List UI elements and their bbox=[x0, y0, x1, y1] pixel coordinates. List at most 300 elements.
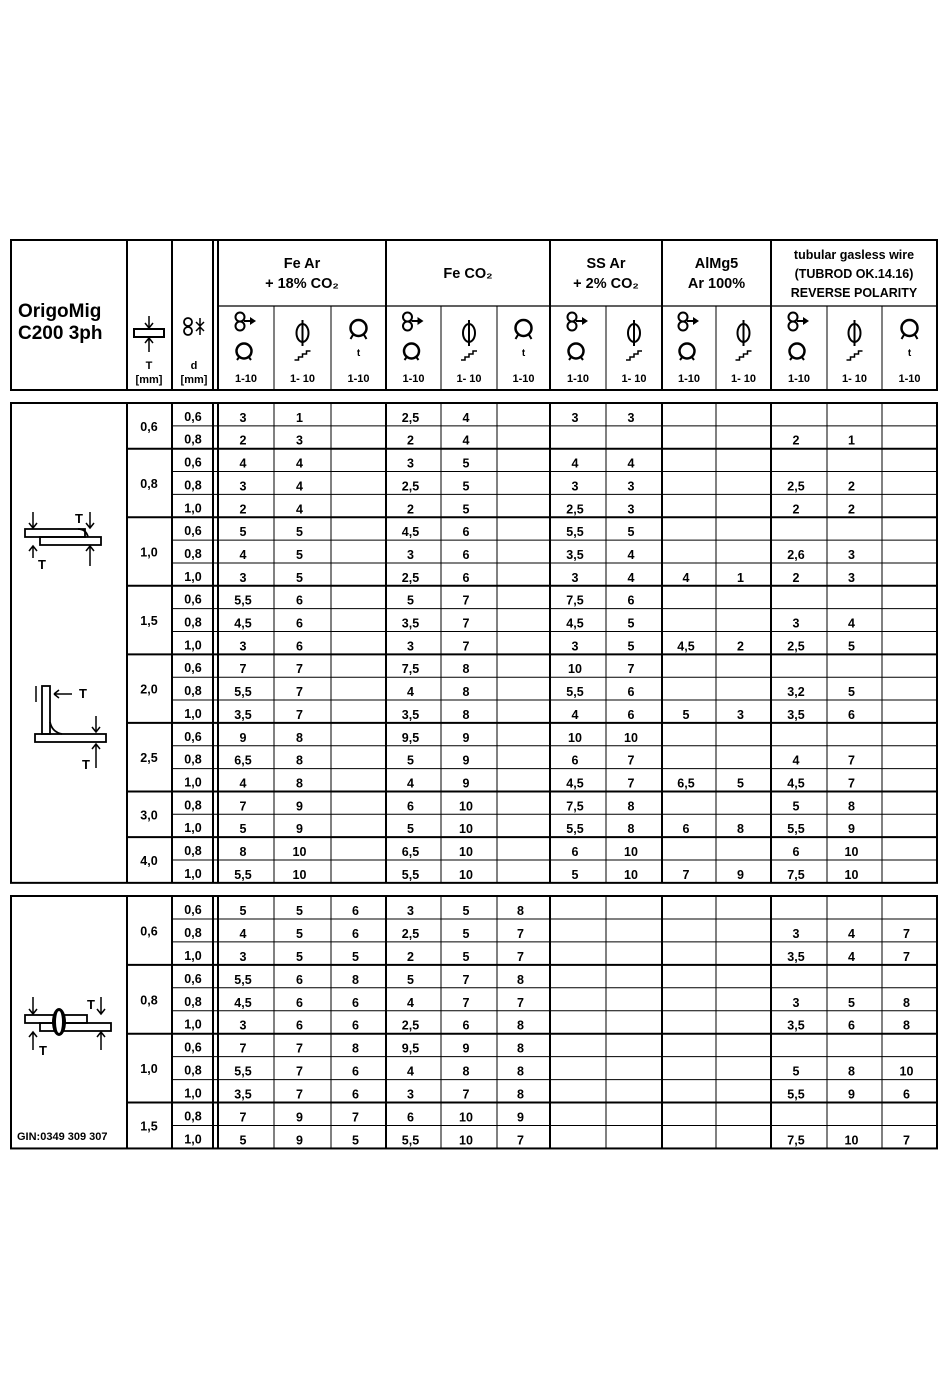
setting-cell: 7 bbox=[352, 1110, 359, 1125]
thickness-label: T bbox=[82, 757, 90, 772]
setting-cell: 7,5 bbox=[566, 593, 584, 608]
setting-cell: 4 bbox=[296, 479, 303, 494]
setting-cell: 3 bbox=[627, 479, 635, 494]
joint-drawings bbox=[25, 511, 111, 1058]
roller-icon bbox=[789, 313, 798, 322]
wire-diameter-cell: 0,8 bbox=[184, 844, 202, 858]
spot-time-icon bbox=[516, 320, 532, 359]
scale-label: 1-10 bbox=[234, 373, 258, 385]
setting-cell: 7,5 bbox=[566, 799, 584, 814]
setting-cell: 8 bbox=[296, 776, 303, 791]
setting-cell: 2 bbox=[239, 502, 247, 517]
setting-cell: 8 bbox=[627, 822, 635, 837]
diameter-arrows-icon bbox=[196, 318, 204, 335]
setting-cell: 3,5 bbox=[401, 616, 420, 631]
setting-cell: 10 bbox=[844, 845, 859, 859]
setting-cell: 2 bbox=[737, 639, 744, 654]
thickness-cell: 2,0 bbox=[140, 682, 158, 697]
setting-cell: 10 bbox=[624, 845, 638, 859]
setting-cell: 4 bbox=[462, 410, 470, 425]
setting-cell: 2,5 bbox=[566, 502, 584, 517]
wire-diameter-cell: 0,6 bbox=[184, 661, 202, 676]
wire-feed-icon bbox=[236, 313, 257, 361]
roller-icon bbox=[184, 327, 192, 335]
setting-cell: 3 bbox=[239, 479, 247, 494]
setting-cell: 8 bbox=[903, 1018, 910, 1033]
setting-cell: 10 bbox=[459, 799, 473, 814]
setting-cell: 6 bbox=[462, 1018, 470, 1033]
roller-icon bbox=[403, 313, 412, 322]
setting-cell: 3,2 bbox=[787, 685, 805, 700]
setting-cell: 5,5 bbox=[234, 593, 252, 608]
wire-diameter-cell: 1,0 bbox=[184, 866, 202, 881]
setting-cell: 2,5 bbox=[401, 410, 420, 425]
setting-cell: 5 bbox=[848, 995, 855, 1010]
setting-cell: 9 bbox=[462, 753, 470, 768]
setting-cell: 2,5 bbox=[401, 1018, 420, 1033]
setting-cell: 7 bbox=[296, 662, 303, 677]
setting-cell: 6 bbox=[407, 1110, 414, 1125]
setting-cell: 5 bbox=[462, 949, 470, 964]
setting-cell: 5 bbox=[462, 926, 470, 941]
setting-cell: 5 bbox=[296, 547, 303, 562]
setting-cell: 7 bbox=[903, 926, 910, 941]
voltage-icon bbox=[736, 320, 752, 360]
thickness-cell: 0,6 bbox=[140, 924, 158, 939]
setting-cell: 8 bbox=[848, 1064, 855, 1079]
setting-cell: 6 bbox=[682, 822, 690, 837]
setting-cell: 6 bbox=[352, 995, 359, 1010]
wire-diameter-cell: 0,8 bbox=[184, 684, 202, 699]
setting-cell: 3 bbox=[407, 547, 414, 562]
setting-cell: 2 bbox=[407, 502, 414, 517]
setting-cell: 5 bbox=[239, 525, 247, 540]
wire-diameter-cell: 1,0 bbox=[184, 706, 202, 721]
roller-icon bbox=[403, 322, 412, 331]
wire-diameter-cell: 0,6 bbox=[184, 455, 202, 470]
setting-cell: 6 bbox=[296, 972, 303, 987]
setting-cell: 10 bbox=[899, 1064, 914, 1079]
setting-cell: 4 bbox=[407, 685, 414, 700]
setting-cell: 5 bbox=[407, 972, 414, 987]
setting-cell: 7 bbox=[462, 972, 470, 987]
spot-weld-core-icon bbox=[56, 1011, 62, 1033]
setting-cell: 2 bbox=[792, 433, 800, 448]
setting-cell: 4 bbox=[627, 570, 635, 585]
setting-cell: 5 bbox=[571, 867, 579, 882]
wire-diameter-cell: 0,6 bbox=[184, 409, 202, 424]
setting-cell: 6 bbox=[627, 593, 635, 608]
wire-diameter-cell: 1,0 bbox=[184, 1017, 202, 1032]
setting-cell: 8 bbox=[352, 1041, 359, 1056]
setting-cell: 4,5 bbox=[234, 995, 252, 1010]
wire-diameter-cell: 0,6 bbox=[184, 1040, 202, 1055]
setting-cell: 5 bbox=[848, 685, 855, 700]
setting-cell: 7 bbox=[462, 1087, 470, 1102]
setting-cell: 6,5 bbox=[234, 753, 252, 768]
setting-cell: 7 bbox=[239, 799, 247, 814]
setting-cell: 3,5 bbox=[787, 949, 805, 964]
setting-cell: 4 bbox=[239, 776, 247, 791]
setting-cell: 8 bbox=[517, 1087, 524, 1102]
lower-plate-icon bbox=[40, 1023, 111, 1031]
setting-cell: 3 bbox=[296, 433, 303, 448]
setting-cell: 7 bbox=[517, 949, 524, 964]
roller-icon bbox=[236, 322, 245, 331]
setting-cell: 3,5 bbox=[401, 707, 420, 722]
setting-cell: 8 bbox=[462, 685, 470, 700]
setting-cell: 6 bbox=[296, 593, 303, 608]
setting-cell: 2,5 bbox=[787, 479, 805, 494]
wire-feed-icon bbox=[679, 313, 700, 361]
setting-cell: 2 bbox=[848, 479, 855, 494]
setting-cell: 10 bbox=[459, 867, 473, 882]
setting-cell: 5,5 bbox=[401, 1133, 420, 1148]
thickness-cell: 0,8 bbox=[140, 476, 158, 491]
setting-cell: 3 bbox=[792, 616, 800, 631]
setting-cell: 7 bbox=[517, 1133, 524, 1148]
setting-cell: 4 bbox=[848, 616, 855, 631]
setting-cell: 2 bbox=[239, 433, 247, 448]
voltage-icon bbox=[626, 320, 642, 360]
setting-cell: 8 bbox=[903, 995, 910, 1010]
wire-diameter-cell: 0,8 bbox=[184, 994, 202, 1009]
scale-label: 1- 10 bbox=[730, 373, 757, 385]
setting-cell: 5,5 bbox=[787, 822, 805, 837]
setting-cell: 6 bbox=[792, 845, 800, 859]
arrowhead-icon bbox=[803, 317, 809, 325]
setting-cell: 3 bbox=[239, 639, 247, 654]
lap-joint-drawing bbox=[25, 511, 101, 572]
setting-cell: 5 bbox=[848, 639, 855, 654]
setting-cell: 6 bbox=[352, 1087, 359, 1102]
arrowhead-icon bbox=[693, 317, 699, 325]
setting-cell: 10 bbox=[459, 1133, 473, 1148]
setting-cell: 9 bbox=[296, 799, 303, 814]
setting-cell: 9 bbox=[462, 730, 470, 745]
wire-diameter-cell: 1,0 bbox=[184, 569, 202, 584]
setting-cell: 7 bbox=[627, 662, 635, 677]
time-label: t bbox=[356, 348, 361, 359]
voltage-steps-icon bbox=[626, 351, 642, 360]
thickness-cell: 0,8 bbox=[140, 993, 158, 1008]
setting-cell: 4 bbox=[627, 456, 635, 471]
scale-label: 1-10 bbox=[347, 373, 370, 385]
setting-cell: 5 bbox=[792, 1064, 800, 1079]
setting-cell: 5 bbox=[792, 799, 800, 814]
thickness-label: T bbox=[75, 511, 83, 526]
setting-cell: 6 bbox=[296, 1018, 303, 1033]
arrow-icon bbox=[97, 997, 105, 1014]
setting-cell: 3 bbox=[627, 410, 635, 425]
roller-icon bbox=[679, 313, 688, 322]
wire-diameter-cell: 0,8 bbox=[184, 925, 202, 940]
wire-diameter-cell: 0,6 bbox=[184, 902, 202, 917]
thickness-label: T bbox=[39, 1043, 47, 1058]
wire-diameter-cell: 0,8 bbox=[184, 615, 202, 630]
thickness-cell: 0,6 bbox=[140, 419, 158, 434]
thickness-cell: 1,0 bbox=[140, 545, 158, 560]
setting-cell: 2 bbox=[407, 949, 414, 964]
scale-label: 1- 10 bbox=[621, 373, 647, 385]
thickness-label: T bbox=[79, 686, 87, 701]
setting-cell: 10 bbox=[459, 845, 473, 859]
scale-label: 1-10 bbox=[898, 373, 921, 385]
base-plate-icon bbox=[35, 734, 106, 742]
setting-cell: 5 bbox=[296, 570, 303, 585]
roller-icon bbox=[568, 313, 577, 322]
setting-cell: 4 bbox=[682, 570, 690, 585]
spot-time-icon bbox=[902, 320, 918, 359]
setting-cell: 6 bbox=[571, 753, 579, 768]
setting-cell: 4,5 bbox=[566, 616, 584, 631]
setting-cell: 4 bbox=[239, 926, 247, 941]
setting-cell: 6 bbox=[296, 995, 303, 1010]
setting-cell: 4 bbox=[239, 547, 247, 562]
setting-cell: 4 bbox=[239, 456, 247, 471]
scale-label: 1-10 bbox=[787, 373, 811, 385]
setting-cell: 5 bbox=[239, 1133, 247, 1148]
setting-cell: 7 bbox=[239, 662, 247, 677]
setting-cell: 9,5 bbox=[401, 730, 420, 745]
arrow-icon bbox=[86, 546, 94, 566]
setting-cell: 5 bbox=[296, 525, 303, 540]
wire-diameter-cell: 0,8 bbox=[184, 752, 202, 767]
setting-cell: 2,5 bbox=[401, 570, 420, 585]
wire-feed-icon bbox=[568, 313, 589, 361]
wire-diameter-cell: 0,8 bbox=[184, 546, 202, 561]
setting-cell: 2 bbox=[407, 433, 414, 448]
setting-cell: 7 bbox=[627, 753, 635, 768]
setting-cell: 8 bbox=[352, 972, 359, 987]
setting-cell: 8 bbox=[462, 707, 470, 722]
thickness-icon bbox=[134, 316, 164, 352]
setting-cell: 3 bbox=[239, 410, 247, 425]
setting-cell: 7 bbox=[462, 593, 470, 608]
setting-cell: 7 bbox=[462, 639, 470, 654]
setting-cell: 2,6 bbox=[787, 547, 805, 562]
setting-cell: 8 bbox=[737, 822, 744, 837]
arrow-icon bbox=[92, 744, 100, 768]
setting-cell: 4 bbox=[462, 433, 470, 448]
table-cells bbox=[140, 410, 913, 1148]
setting-cell: 3 bbox=[848, 570, 855, 585]
arrow-up-icon bbox=[145, 338, 153, 352]
setting-cell: 5,5 bbox=[234, 685, 252, 700]
setting-cell: 3 bbox=[571, 410, 579, 425]
voltage-steps-icon bbox=[295, 351, 311, 360]
setting-cell: 4,5 bbox=[401, 525, 420, 540]
group-header-4: tubular gasless wire bbox=[793, 248, 915, 262]
setting-cell: 5 bbox=[352, 1133, 359, 1148]
setting-cell: 5 bbox=[627, 616, 635, 631]
setting-cell: 7,5 bbox=[787, 1133, 805, 1148]
setting-cell: 10 bbox=[459, 1110, 473, 1125]
lower-plate-icon bbox=[40, 537, 101, 545]
wire-unit: [mm] bbox=[180, 374, 208, 386]
setting-cell: 6 bbox=[903, 1087, 910, 1102]
timer-icon bbox=[516, 320, 532, 336]
setting-cell: 5 bbox=[462, 502, 470, 517]
setting-cell: 3 bbox=[571, 479, 579, 494]
setting-cell: 7 bbox=[462, 995, 470, 1010]
setting-cell: 3,5 bbox=[566, 547, 584, 562]
voltage-icon bbox=[461, 320, 477, 360]
thickness-cell: 1,0 bbox=[140, 1062, 158, 1077]
setting-cell: 7 bbox=[239, 1110, 247, 1125]
setting-cell: 5 bbox=[737, 776, 744, 791]
wire-feed-icon bbox=[403, 313, 424, 361]
setting-cell: 10 bbox=[844, 867, 859, 882]
arrow-icon bbox=[29, 997, 37, 1014]
wire-diameter-cell: 0,6 bbox=[184, 729, 202, 744]
setting-cell: 7 bbox=[517, 926, 524, 941]
setting-cell: 1 bbox=[737, 570, 744, 585]
setting-cell: 7 bbox=[903, 1133, 910, 1148]
wire-diameter-icon bbox=[184, 318, 204, 335]
setting-cell: 10 bbox=[844, 1133, 859, 1148]
scale-label: 1-10 bbox=[677, 373, 701, 385]
thickness-cell: 1,5 bbox=[140, 1119, 158, 1134]
setting-cell: 7 bbox=[627, 776, 635, 791]
setting-cell: 6 bbox=[462, 547, 470, 562]
setting-cell: 5 bbox=[296, 926, 303, 941]
arrow-icon bbox=[86, 512, 94, 528]
group-header-0: Fe Ar bbox=[283, 256, 321, 272]
setting-cell: 5 bbox=[296, 949, 303, 964]
arrowhead-icon bbox=[250, 317, 256, 325]
setting-cell: 7 bbox=[462, 616, 470, 631]
setting-cell: 3 bbox=[792, 995, 800, 1010]
time-label: t bbox=[521, 348, 526, 359]
setting-cell: 5 bbox=[462, 456, 470, 471]
setting-cell: 5 bbox=[462, 479, 470, 494]
wire-diameter-cell: 0,8 bbox=[184, 478, 202, 493]
time-label: t bbox=[907, 348, 912, 359]
setting-cell: 4 bbox=[848, 926, 855, 941]
setting-cell: 10 bbox=[459, 822, 473, 837]
setting-cell: 9 bbox=[296, 1110, 303, 1125]
voltage-steps-icon bbox=[461, 351, 477, 360]
setting-cell: 5 bbox=[239, 903, 247, 918]
setting-cell: 9 bbox=[296, 822, 303, 837]
setting-cell: 9 bbox=[848, 822, 855, 837]
upper-plate-icon bbox=[25, 529, 85, 537]
wire-feed-icon bbox=[789, 313, 810, 361]
setting-cell: 7 bbox=[903, 949, 910, 964]
setting-cell: 9 bbox=[239, 730, 247, 745]
wire-diameter-cell: 0,6 bbox=[184, 592, 202, 607]
setting-cell: 4 bbox=[571, 707, 579, 722]
setting-cell: 5 bbox=[627, 639, 635, 654]
setting-cell: 9 bbox=[462, 776, 470, 791]
setting-cell: 7,5 bbox=[787, 867, 805, 882]
setting-cell: 3,5 bbox=[234, 1087, 252, 1102]
setting-cell: 4 bbox=[571, 456, 579, 471]
setting-cell: 3 bbox=[571, 570, 579, 585]
setting-cell: 5 bbox=[462, 903, 470, 918]
spot-time-icon bbox=[351, 320, 367, 359]
setting-cell: 8 bbox=[517, 903, 524, 918]
wire-diameter-cell: 1,0 bbox=[184, 501, 202, 516]
setting-cell: 5,5 bbox=[566, 685, 584, 700]
wire-diameter-cell: 1,0 bbox=[184, 1086, 202, 1101]
setting-cell: 9 bbox=[462, 1041, 470, 1056]
setting-cell: 1 bbox=[848, 433, 855, 448]
setting-cell: 2 bbox=[792, 570, 800, 585]
setting-cell: 7 bbox=[296, 1064, 303, 1079]
scale-label: 1-10 bbox=[402, 373, 425, 385]
setting-cell: 5,5 bbox=[234, 1064, 252, 1079]
setting-cell: 10 bbox=[568, 662, 582, 677]
thickness-cell: 2,5 bbox=[140, 751, 158, 766]
setting-cell: 5,5 bbox=[566, 525, 584, 540]
wire-diameter-cell: 1,0 bbox=[184, 948, 202, 963]
setting-cell: 4,5 bbox=[677, 639, 695, 654]
setting-cell: 4 bbox=[296, 502, 303, 517]
setting-cell: 3 bbox=[239, 949, 247, 964]
weld-bead-icon bbox=[50, 722, 62, 734]
setting-cell: 10 bbox=[624, 867, 638, 882]
setting-cell: 8 bbox=[462, 662, 470, 677]
setting-cell: 4 bbox=[407, 995, 414, 1010]
setting-cell: 3 bbox=[407, 456, 414, 471]
weld-bead-icon bbox=[78, 529, 88, 537]
setting-cell: 3 bbox=[239, 570, 247, 585]
voltage-steps-icon bbox=[736, 351, 752, 360]
setting-cell: 4 bbox=[296, 456, 303, 471]
setting-cell: 7 bbox=[296, 1087, 303, 1102]
timer-icon bbox=[351, 320, 367, 336]
wire-diameter-cell: 0,8 bbox=[184, 798, 202, 813]
setting-cell: 7 bbox=[296, 1041, 303, 1056]
setting-cell: 8 bbox=[239, 845, 247, 859]
arrow-down-icon bbox=[145, 316, 153, 328]
setting-cell: 10 bbox=[568, 730, 582, 745]
setting-cell: 5 bbox=[296, 903, 303, 918]
setting-cell: 7 bbox=[682, 867, 690, 882]
thickness-cell: 1,5 bbox=[140, 614, 158, 629]
setting-cell: 6 bbox=[848, 707, 855, 722]
setting-cell: 4 bbox=[407, 1064, 414, 1079]
setting-cell: 6 bbox=[848, 1018, 855, 1033]
setting-cell: 8 bbox=[517, 1041, 524, 1056]
setting-cell: 3,5 bbox=[787, 1018, 805, 1033]
setting-cell: 5 bbox=[407, 593, 414, 608]
arrowhead-icon bbox=[418, 317, 424, 325]
roller-icon bbox=[184, 318, 192, 326]
setting-cell: 8 bbox=[517, 1064, 524, 1079]
setting-cell: 4,5 bbox=[566, 776, 584, 791]
group-header-2: + 2% CO₂ bbox=[573, 276, 639, 292]
voltage-icon bbox=[295, 320, 311, 360]
setting-cell: 8 bbox=[627, 799, 635, 814]
thickness-label: T bbox=[38, 557, 46, 572]
header-icons bbox=[134, 248, 921, 385]
machine-title-line2: C200 3ph bbox=[18, 323, 103, 344]
scale-label: 1- 10 bbox=[289, 373, 316, 385]
setting-cell: 5 bbox=[682, 707, 690, 722]
arrowhead-icon bbox=[582, 317, 588, 325]
group-header-0: + 18% CO₂ bbox=[265, 276, 339, 292]
setting-cell: 4 bbox=[792, 753, 800, 768]
group-header-1: Fe CO₂ bbox=[443, 266, 493, 282]
setting-cell: 4,5 bbox=[787, 776, 805, 791]
timer-icon bbox=[902, 320, 918, 336]
setting-cell: 3 bbox=[239, 1018, 247, 1033]
setting-cell: 5 bbox=[352, 949, 359, 964]
thickness-cell: 4,0 bbox=[140, 854, 158, 868]
